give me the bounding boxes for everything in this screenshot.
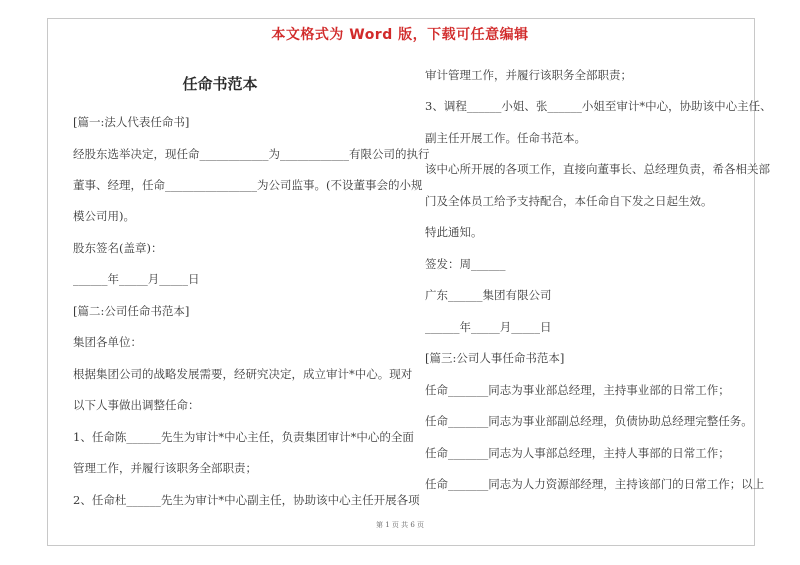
- right-line: ______年_____月_____日: [425, 320, 552, 334]
- word-version-banner: 本文格式为 Word 版，下载可任意编辑: [271, 27, 529, 43]
- left-line: 根据集团公司的战略发展需要，经研究决定，成立审计*中心。现对: [73, 367, 413, 381]
- left-line: 模公司用)。: [73, 209, 135, 223]
- right-line: 副主任开展工作。任命书范本。: [425, 131, 586, 145]
- left-line: 股东签名(盖章)：: [73, 241, 163, 255]
- left-line: 经股东选举决定，现任命____________为____________有限公司的执行: [73, 147, 430, 161]
- right-line: 门及全体员工给予支持配合，本任命自下发之日起生效。: [425, 194, 713, 208]
- left-line: [篇一:法人代表任命书]: [73, 115, 190, 129]
- right-line: 审计管理工作，并履行该职务全部职责；: [425, 68, 632, 82]
- left-line: 1、任命陈______先生为审计*中心主任，负责集团审计*中心的全面: [73, 430, 414, 444]
- left-line: 管理工作，并履行该职务全部职责；: [73, 461, 257, 475]
- right-line: 任命_______同志为事业部副总经理，负债协助总经理完整任务。: [425, 414, 753, 428]
- right-line: 签发：周______: [425, 257, 506, 271]
- right-line: 3、调程______小姐、张______小姐至审计*中心，协助该中心主任、: [425, 99, 772, 113]
- left-line: ______年_____月_____日: [73, 272, 200, 286]
- page-number-footer: 第 1 页 共 6 页: [375, 521, 425, 529]
- right-line: 任命_______同志为事业部总经理，主持事业部的日常工作；: [425, 383, 730, 397]
- right-line: 特此通知。: [425, 225, 483, 239]
- left-line: 董事、经理，任命________________为公司监事。(不设董事会的小规: [73, 178, 423, 192]
- document-title: 任命书范本: [182, 75, 258, 93]
- left-line: 集团各单位：: [73, 335, 142, 349]
- right-line: 任命_______同志为人力资源部经理，主持该部门的日常工作；以上: [425, 477, 765, 491]
- left-line: 以下人事做出调整任命：: [73, 398, 200, 412]
- left-line: 2、任命杜______先生为审计*中心副主任，协助该中心主任开展各项: [73, 493, 420, 507]
- right-line: 该中心所开展的各项工作，直接向董事长、总经理负责，希各相关部: [425, 162, 770, 176]
- right-line: [篇三:公司人事任命书范本]: [425, 351, 565, 365]
- right-line: 广东______集团有限公司: [425, 288, 552, 302]
- left-line: [篇二:公司任命书范本]: [73, 304, 190, 318]
- right-line: 任命_______同志为人事部总经理，主持人事部的日常工作；: [425, 446, 730, 460]
